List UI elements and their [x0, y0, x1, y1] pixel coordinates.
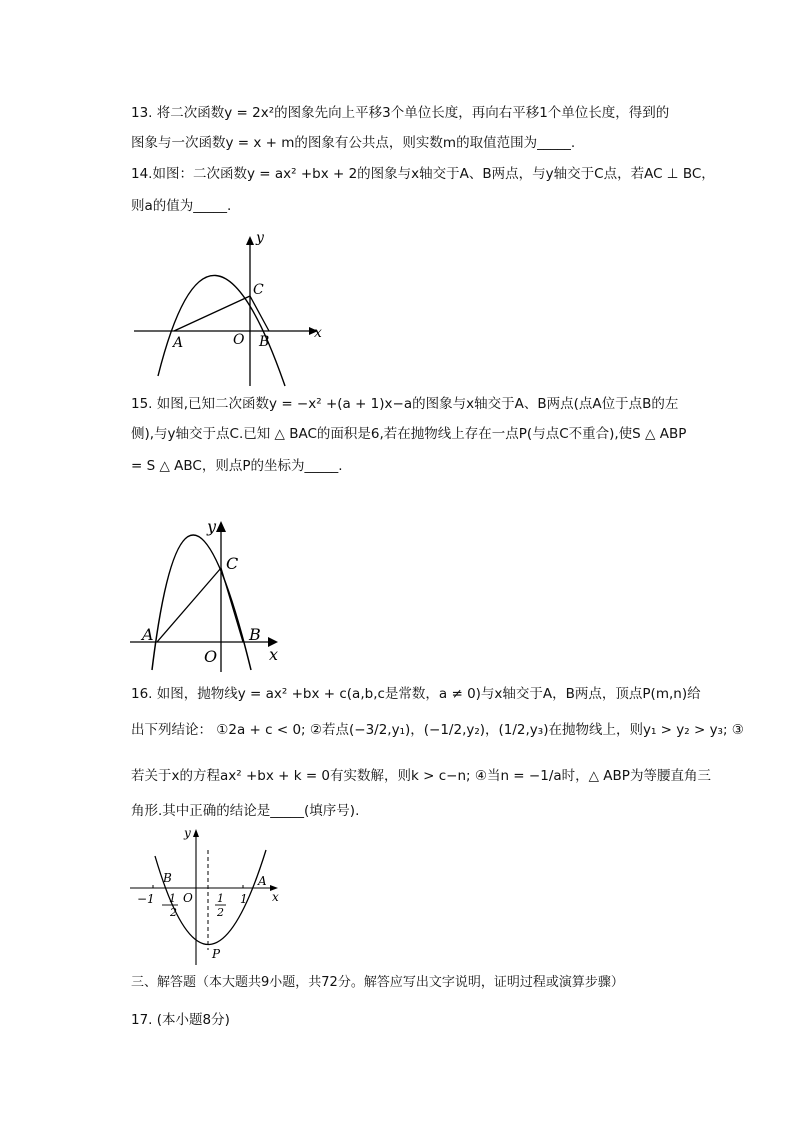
q16-tick-label-neg1: −1	[137, 892, 155, 906]
q16-label-p: P	[212, 947, 221, 961]
q15-line2: 侧),与y轴交于点C.已知 △ BAC的面积是6,若在抛物线上存在一点P(与点C不重合),使S △ ABP	[131, 426, 687, 442]
q16-tick-half-num: 1	[217, 892, 224, 905]
q16-tick-half-den: 2	[217, 906, 224, 919]
q16-label-b: B	[163, 871, 172, 885]
q16-label-o: O	[183, 891, 193, 905]
q16-label-y: y	[184, 826, 191, 840]
q16-line3: 若关于x的方程ax² +bx + k = 0有实数解，则k > c−n; ④当n = −1/a时，△ ABP为等腰直角三	[131, 768, 711, 784]
q14-label-o: O	[233, 332, 245, 348]
q14-label-a: A	[173, 335, 184, 351]
q16-line1: 16. 如图，抛物线y = ax² +bx + c(a,b,c是常数，a ≠ 0)与x轴交于A，B两点，顶点P(m,n)给	[131, 686, 701, 702]
q16-tick-label-1: 1	[240, 892, 248, 906]
q15-label-b: B	[249, 625, 261, 644]
q15-label-x: x	[269, 645, 279, 664]
section3-heading: 三、解答题（本大题共9小题，共72分。解答应写出文字说明，证明过程或演算步骤）	[131, 975, 624, 990]
q14-line1: 14.如图：二次函数y = ax² +bx + 2的图象与x轴交于A、B两点，与y轴交于C点，若AC ⊥ BC，	[131, 166, 715, 182]
q16-line4: 角形.其中正确的结论是_____(填序号).	[131, 803, 360, 819]
q16-y-arrow	[193, 829, 199, 837]
q15-label-c: C	[226, 554, 239, 573]
q16-label-x: x	[272, 890, 279, 904]
q14-label-x: x	[314, 325, 322, 341]
q16-line2: 出下列结论： ①2a + c < 0; ②若点(−3/2,y₁)，(−1/2,y₂)，(1/2,y₃)在抛物线上，则y₁ > y₂ > y₃; ③	[131, 722, 744, 738]
q15-label-o: O	[204, 647, 218, 666]
q14-label-y: y	[256, 230, 264, 246]
q16-tick-neg-half-den: 2	[170, 906, 177, 919]
q15-label-y: y	[207, 517, 217, 536]
q13-line2: 图象与一次函数y = x + m的图象有公共点，则实数m的取值范围为_____.	[131, 135, 576, 151]
q14-line2: 则a的值为_____.	[131, 198, 232, 214]
q15-line3: = S △ ABC，则点P的坐标为_____.	[131, 458, 343, 474]
q16-label-a: A	[258, 874, 267, 888]
q16-tick-neg-half-num: 1	[169, 892, 176, 905]
q13-line1: 13. 将二次函数y = 2x²的图象先向上平移3个单位长度，再向右平移1个单位长度，得到的	[131, 105, 670, 121]
q14-label-b: B	[259, 334, 270, 350]
q14-label-c: C	[253, 282, 264, 298]
q15-line1: 15. 如图,已知二次函数y = −x² +(a + 1)x−a的图象与x轴交于A、B两点(点A位于点B的左	[131, 396, 679, 412]
q17-label: 17. (本小题8分)	[131, 1012, 230, 1028]
q15-label-a: A	[142, 625, 154, 644]
